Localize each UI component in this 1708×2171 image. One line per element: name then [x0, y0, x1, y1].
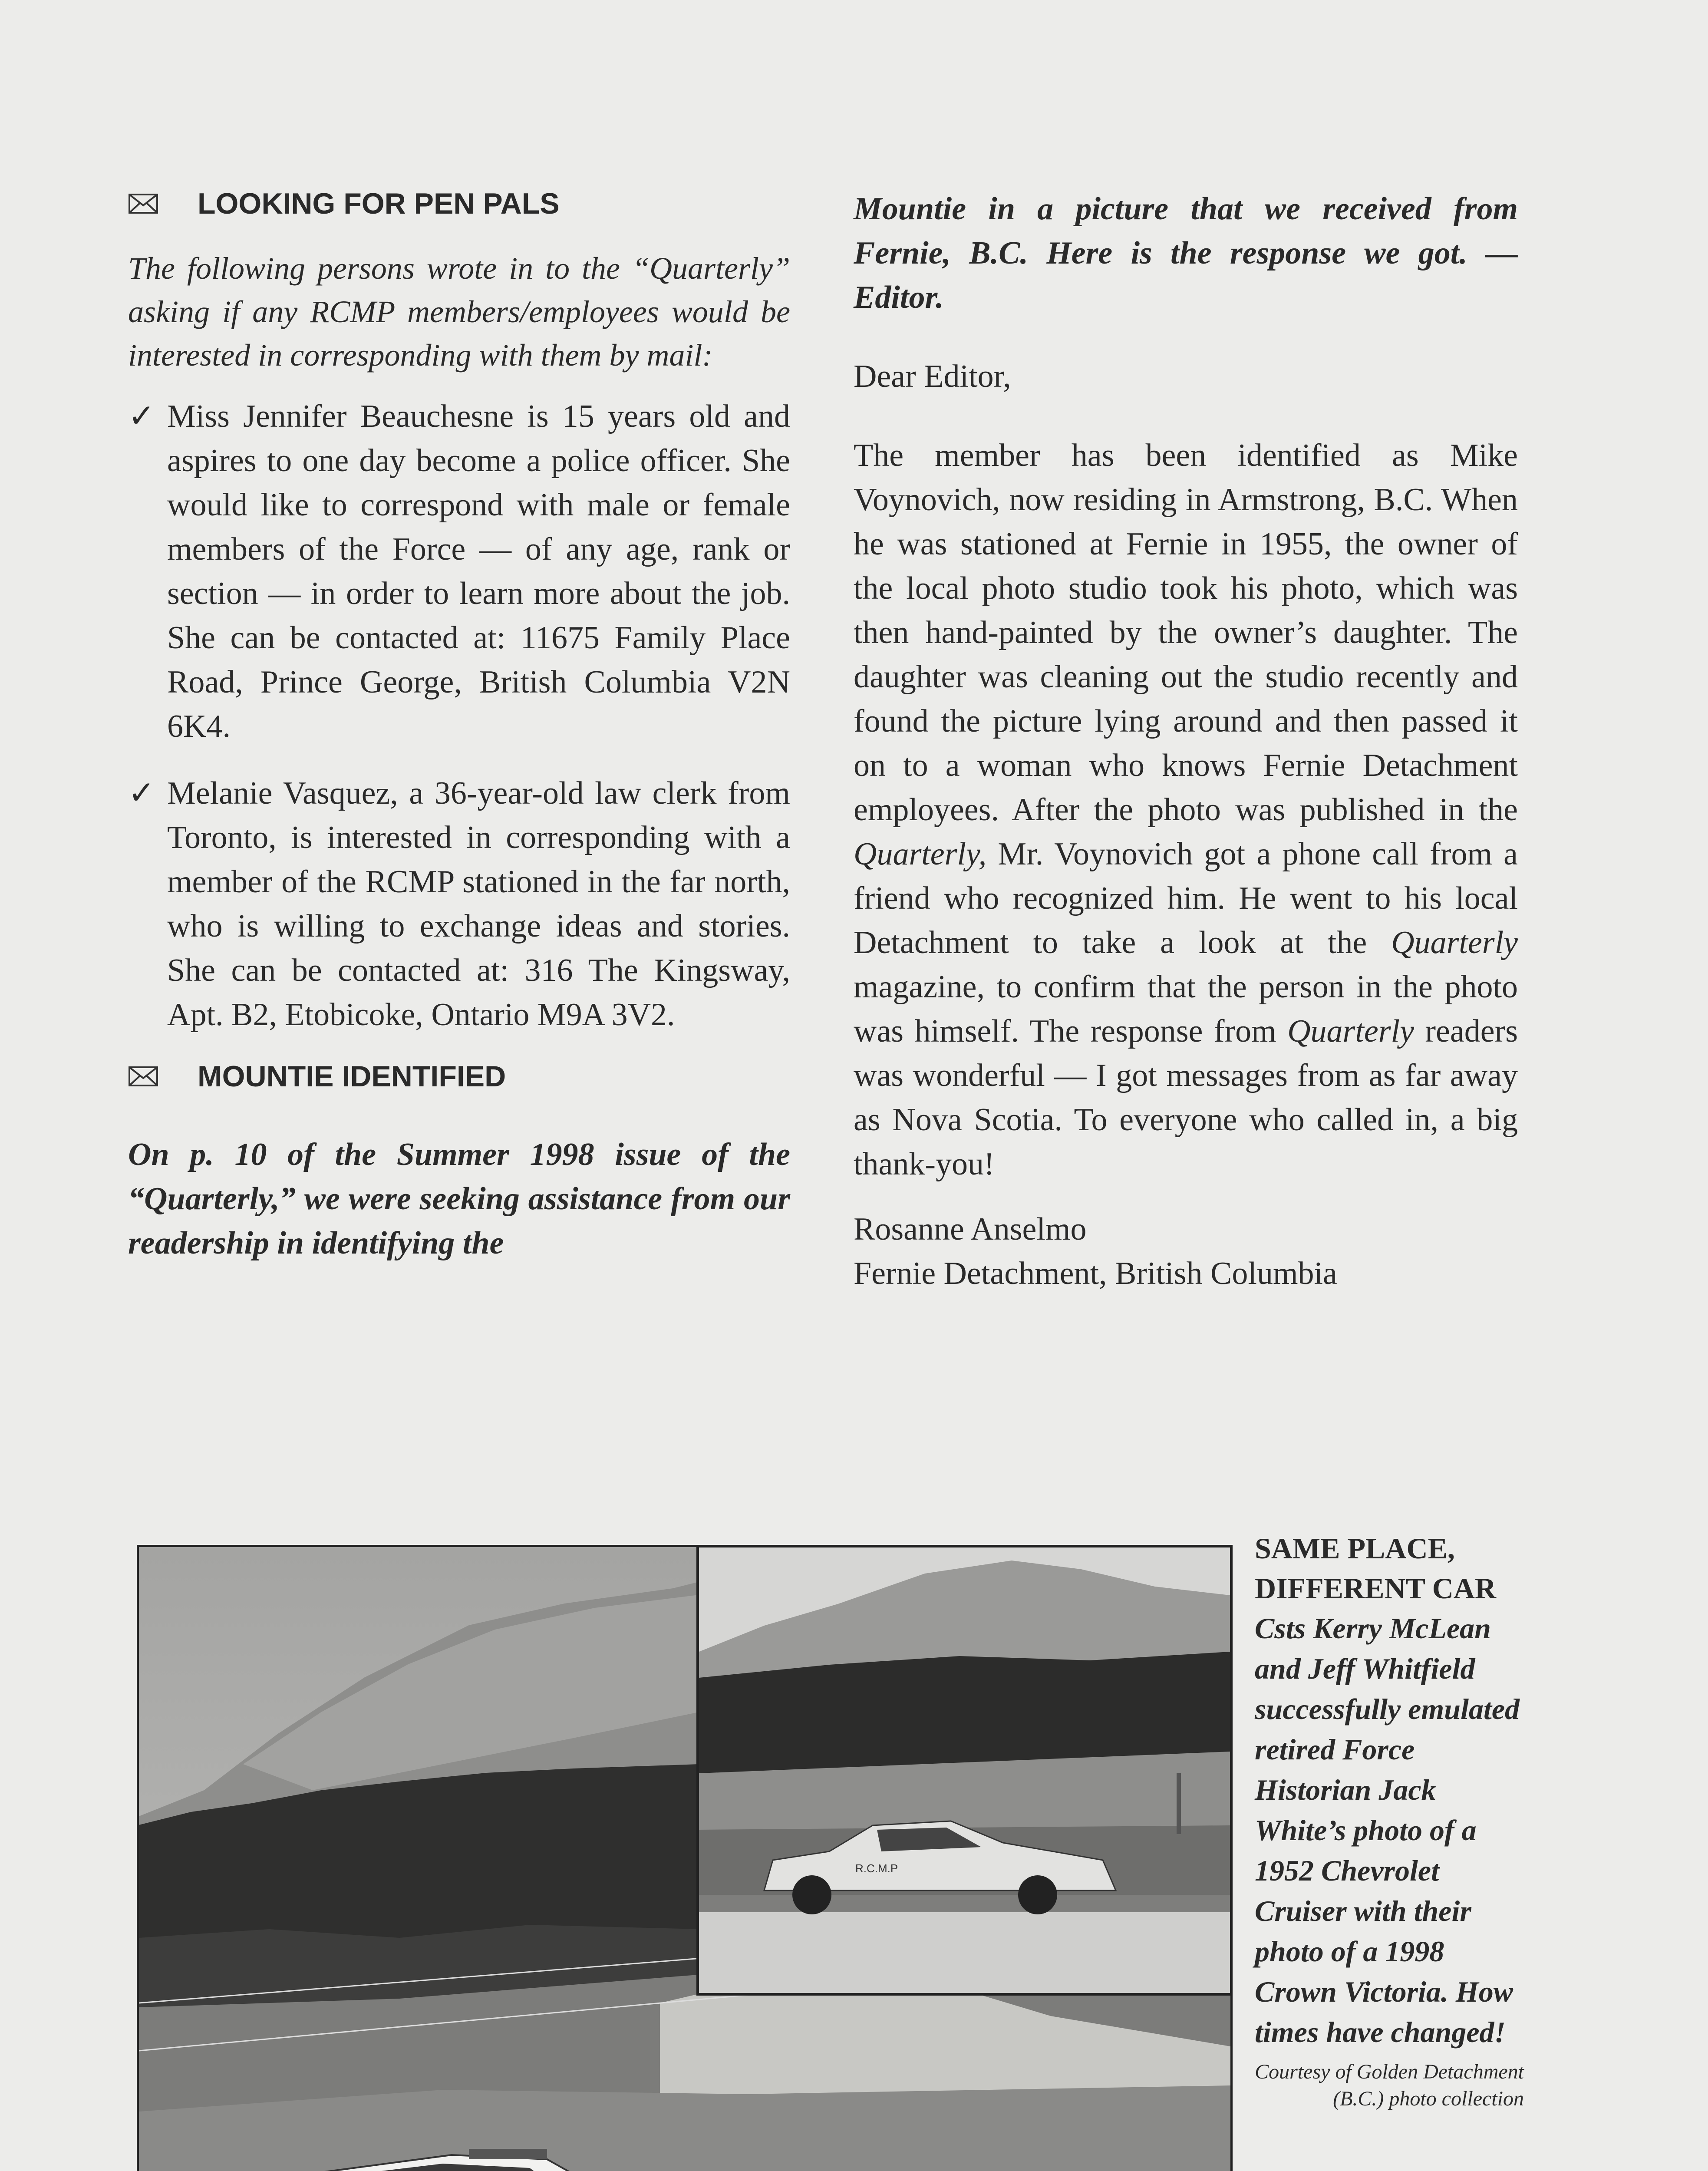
envelope-icon: [128, 1066, 158, 1087]
pen-pals-heading-text: LOOKING FOR PEN PALS: [198, 187, 560, 220]
mountie-intro-right: Mountie in a picture that we received from Fernie, B.C. Here is the response we got. — Editor.: [854, 191, 1518, 315]
pen-pal-entry-2: Melanie Vasquez, a 36-year-old law clerk from Toronto, is interested in corresponding with a member of the RCMP stationed in the far north, who is willing to exchange ideas and stories. She can be contacted at: 316 The Kingsway, Apt. B2, Etobicoke, Ontario M9A 3V2.: [167, 775, 790, 1033]
photo-chevrolet-cruiser: [696, 1545, 1233, 1996]
left-column: [128, 187, 790, 1265]
photo-chevrolet-cruiser-image: [699, 1547, 1230, 1993]
signature-place: Fernie Detachment, British Columbia: [854, 1256, 1337, 1291]
letter-text: readers was wonderful — I got messages from as far away as Nova Scotia. To everyone who called in, a big thank-you!: [854, 1013, 1518, 1182]
letter-body: [854, 433, 1518, 1186]
inset-car-label: R.C.M.P: [855, 1862, 898, 1875]
letter-text: Mr. Voynovich got a phone call from a friend who recognized him. He went to his local Detachment to take a look at the: [854, 836, 1518, 960]
photo-caption: [1255, 1528, 1524, 2112]
letter-text: magazine, to confirm that the person in the photo was himself. The response from: [854, 969, 1518, 1049]
list-item: [128, 394, 790, 749]
mountie-heading: [128, 1059, 790, 1093]
letter-text-italic: Quarterly: [1391, 925, 1518, 960]
photo-credit: Courtesy of Golden Detachment (B.C.) photo collection: [1255, 2060, 1524, 2110]
letter-text: The member has been identified as Mike Voynovich, now residing in Armstrong, B.C. When he was stationed at Fernie in 1955, the owner of the local photo studio took his photo, which was then hand-painted by the owner’s daughter. The daughter was cleaning out the studio recently and found the picture lying around and then passed it on to a woman who knows Fernie Detachment employees. After the photo was published in the: [854, 438, 1518, 828]
caption-body: Csts Kerry McLean and Jeff Whitfield successfully emulated retired Force Historian Jack White’s photo of a 1952 Chevrolet Cruiser with their photo of a 1998 Crown Victoria. How times have changed!: [1255, 1612, 1520, 2049]
signature-name: Rosanne Anselmo: [854, 1211, 1087, 1247]
pen-pals-heading: [128, 187, 790, 221]
letter-text-italic: Quarterly: [1287, 1013, 1414, 1049]
checkmark-icon: ✓: [128, 775, 155, 811]
list-item: [128, 771, 790, 1037]
right-column: [854, 187, 1518, 1296]
mountie-heading-text: MOUNTIE IDENTIFIED: [198, 1060, 506, 1093]
letter-text-italic: Quarterly,: [854, 836, 987, 872]
checkmark-icon: ✓: [128, 399, 155, 434]
letter-salutation: Dear Editor,: [854, 359, 1011, 394]
pen-pal-entry-1: Miss Jennifer Beauchesne is 15 years old and aspires to one day become a police officer. She would like to correspond with male or female members of the Force — of any age, rank or section — in order to learn more about the job. She can be contacted at: 11675 Family Place Road, Prince George, British Columbia V2N 6K4.: [167, 399, 790, 744]
pen-pals-intro: The following persons wrote in to the “Quarterly” asking if any RCMP members/employees would be interested in corresponding with them by mail:: [128, 251, 790, 373]
envelope-icon: [128, 193, 158, 214]
mountie-intro-left: On p. 10 of the Summer 1998 issue of the “Quarterly,” we were seeking assistance from our readership in identifying the: [128, 1137, 790, 1261]
caption-title: SAME PLACE, DIFFERENT CAR: [1255, 1532, 1497, 1605]
